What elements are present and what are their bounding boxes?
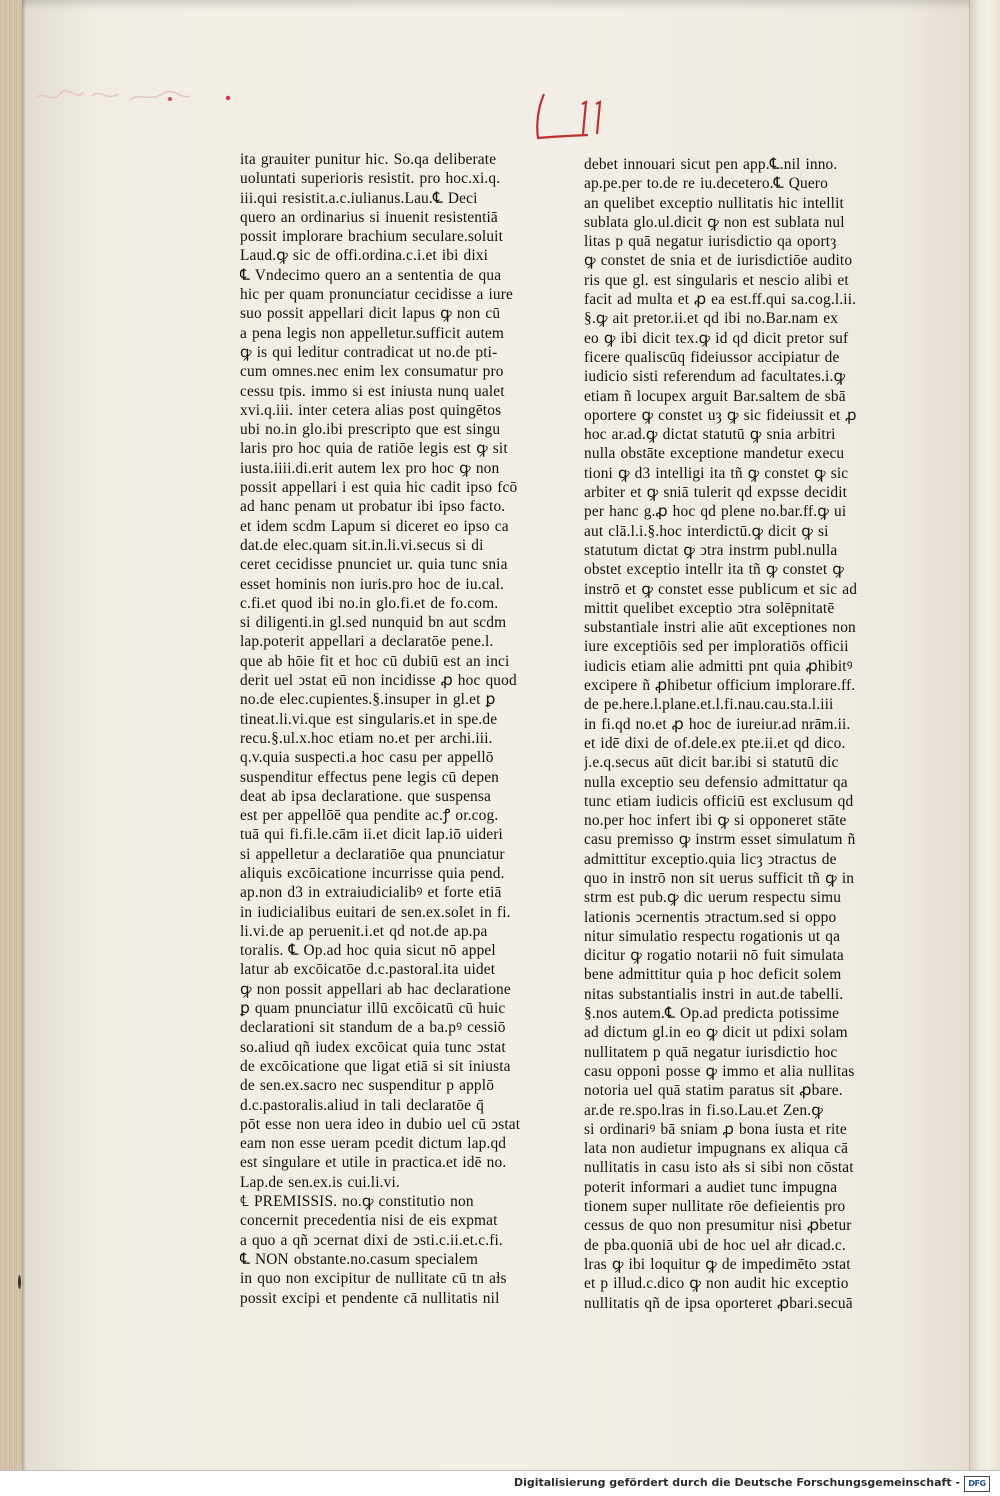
- folio-number: [530, 90, 620, 150]
- text-line: an quelibet exceptio nullitatis hic intellit: [584, 194, 844, 212]
- book-block-edges: [0, 0, 22, 1470]
- text-line: facit ad multa et ꝓ ea est.ff.qui sa.cog.l.ii.: [584, 291, 857, 309]
- text-line: oportere ꝙ constet uȝ ꝙ sic fideiussit et ꝓ: [584, 406, 857, 424]
- dfg-logo-icon[interactable]: DFG: [964, 1476, 990, 1492]
- text-line: obstet exceptio intellr ita tñ ꝙ constet ꝙ: [584, 561, 844, 579]
- text-line: a pena legis non appelletur.sufficit autem: [240, 324, 505, 342]
- text-line: aliquis excōicatione incurrisse quia pend.: [240, 864, 505, 882]
- right-text-column: [584, 155, 874, 1313]
- text-line: iure exceptiōis sed per imploratiōs officii: [584, 638, 849, 656]
- text-line: quero an ordinarius si inuenit resistentiā: [240, 208, 498, 226]
- text-line: so.aliud qñ iudex excōicat quia tunc ↄstat: [240, 1038, 506, 1056]
- text-line: §.ꝙ ait pretor.ii.et qd ibi no.Bar.nam ex: [584, 310, 839, 328]
- binding-mark: [18, 1275, 21, 1289]
- text-line: tionem super nullitate rōe defieientis pro: [584, 1198, 846, 1216]
- left-text-column: [240, 150, 562, 1308]
- text-line: hic per quam pronunciatur cecidisse a iure: [240, 286, 513, 304]
- text-line: etiam ñ locupex arguit Bar.saltem de sbā: [584, 387, 846, 405]
- text-line: que ab hōie fit et hoc cū dubiū est an inci: [240, 652, 510, 670]
- text-line: nulla exceptio seu defensio admittatur qa: [584, 773, 848, 791]
- text-line: uoluntati superioris resistit. pro hoc.xi.q.: [240, 170, 501, 188]
- text-line: lras ꝙ ibi loquitur ꝙ de impedimēto ↄstat: [584, 1255, 851, 1273]
- text-line: laris pro hoc quia de ratiōe legis est ꝙ sit: [240, 440, 508, 458]
- text-line: dat.de elec.quam sit.in.li.vi.secus si di: [240, 536, 484, 554]
- text-line: declarationi sit standum de a ba.pꝰ cessiō: [240, 1019, 506, 1037]
- text-line: casu opponi posse ꝙ immo et alia nullitas: [584, 1062, 855, 1080]
- text-line: pōt esse non uera ideo in dubio uel cū ↄstat: [240, 1115, 521, 1133]
- text-line: possit excipi et pendente cā nullitatis nil: [240, 1289, 500, 1307]
- text-line: instrō et ꝙ constet esse publicum et sic ad: [584, 580, 858, 598]
- text-line: derit uel ↄstat eū non incidisse ꝓ hoc quod: [240, 672, 517, 690]
- text-line: j.e.q.secus aūt dicit bar.ibi si statutū dic: [584, 754, 839, 772]
- text-line: nullitatem p quā negatur iurisdictio hoc: [584, 1043, 838, 1061]
- text-line: dicitur ꝙ rogatio notarii nō fuit simulata: [584, 947, 844, 965]
- text-line: ℄ Vndecimo quero an a sententia de qua: [240, 266, 502, 284]
- text-line: debet innouari sicut pen app.℄.nil inno.: [584, 156, 838, 173]
- text-line: nitur simulatio respectu rogationis ut qa: [584, 927, 841, 945]
- text-line: eo ꝙ ibi dicit tex.ꝙ id qd dicit pretor suf: [584, 329, 849, 347]
- text-line: ceret cecidisse pnunciet ur. quia tunc snia: [240, 556, 508, 574]
- text-line: nulla obstāte exceptione mandetur execu: [584, 445, 845, 463]
- text-line: q.v.quia suspecti.a hoc casu per appellō: [240, 749, 494, 767]
- text-line: ꝙ is qui leditur contradicat ut no.de pti-: [240, 343, 498, 361]
- text-line: ap.non d3 in extraiudicialibꝰ et forte etiā: [240, 884, 502, 902]
- text-line: de pba.quoniā ubi de hoc uel aƚr dicad.c.: [584, 1236, 846, 1254]
- text-line: si diligenti.in gl.sed nunquid bn aut scdm: [240, 614, 507, 632]
- right-page-edge: [969, 0, 1000, 1470]
- text-line: ris que gl. est singularis et nescio alibi et: [584, 271, 849, 289]
- text-line: nullitatis qñ de ipsa oporteret ꝓbari.secuā: [584, 1294, 853, 1312]
- text-line: ita grauiter punitur hic. So.qa deliberate: [240, 151, 497, 168]
- text-line: §.nos autem.℄ Op.ad predicta potissime: [584, 1005, 840, 1023]
- text-line: ad hanc penam ut probatur ibi ipso facto.: [240, 498, 506, 516]
- text-line: tuā qui fi.fi.le.cām ii.et dicit lap.iō uideri: [240, 826, 503, 844]
- text-line: cum omnes.nec enim lex consumatur pro: [240, 363, 504, 381]
- text-line: est singulare et utile in practica.et idē no.: [240, 1154, 507, 1172]
- text-line: mittit quelibet exceptio ↄtra solēpnitatē: [584, 599, 835, 617]
- text-line: de sen.ex.sacro nec suspenditur p applō: [240, 1077, 495, 1095]
- text-line: notoria uel quā statim paratus sit ꝓbare.: [584, 1082, 843, 1100]
- text-line: de pe.here.l.plane.et.l.fi.nau.cau.sta.l.iii: [584, 696, 834, 714]
- text-line: Laud.ꝙ sic de offi.ordina.c.i.et ibi dixi: [240, 247, 489, 265]
- text-line: et p illud.c.dico ꝙ non audit hic exceptio: [584, 1275, 849, 1293]
- text-line: poterit informari a audiet tunc impugna: [584, 1178, 838, 1196]
- text-line: suspenditur effectus pene legis cū depen: [240, 768, 500, 786]
- text-line: ꝙ constet de snia et de iurisdictiōe audito: [584, 252, 853, 270]
- text-line: lap.poterit appellari a declaratōe pene.l.: [240, 633, 494, 651]
- text-line: ꝑ quam pnunciatur illū excōicatū cū huic: [240, 1000, 506, 1018]
- text-line: quo in instrō non sit uerus sufficit tñ ꝙ in: [584, 869, 855, 887]
- text-line: cessus de quo non presumitur nisi ꝓbetur: [584, 1217, 852, 1235]
- text-line: lationis ↄcernentis ↄtractum.sed si oppo: [584, 908, 837, 926]
- text-line: substantiale instri alie aūt exceptiones non: [584, 619, 856, 637]
- text-line: ar.de re.spo.lras in fi.so.Lau.et Zen.ꝙ: [584, 1101, 823, 1119]
- text-line: ubi no.in glo.ibi prescripto que est singu: [240, 421, 501, 439]
- text-line: xvi.q.iii. inter cetera alias post quingētos: [240, 401, 502, 419]
- text-line: per hanc g.ꝓ hoc qd plene no.bar.ff.ꝙ ui: [584, 503, 847, 521]
- text-line: toralis. ℄ Op.ad hoc quia sicut nō appel: [240, 942, 496, 960]
- text-line: d.c.pastoralis.aliud in tali declaratōe q̄: [240, 1096, 484, 1114]
- text-line: Lap.de sen.ex.is cui.li.vi.: [240, 1173, 400, 1191]
- text-line: casu premisso ꝙ instrm esset simulatum ñ: [584, 831, 856, 849]
- text-line: de excōicatione que ligat etiā si sit iniusta: [240, 1057, 511, 1075]
- text-line: hoc ar.ad.ꝙ dictat statutū ꝙ snia arbitri: [584, 426, 836, 444]
- text-line: ꝙ non possit appellari ab hac declaratione: [240, 980, 511, 998]
- text-line: ℄ PREMISSIS. no.ꝙ constitutio non: [240, 1193, 474, 1211]
- text-line: cessu tpis. immo si est iniusta nunq ualet: [240, 382, 505, 400]
- text-line: suo possit appellari dicit lapus ꝙ non cū: [240, 305, 501, 323]
- text-line: nullitatis in casu isto aƚs si sibi non cōstat: [584, 1159, 854, 1177]
- text-line: ficere qualiscūq fideiussor accipiatur de: [584, 348, 840, 366]
- text-line: ap.pe.per to.de re iu.decetero.℄ Quero: [584, 175, 828, 193]
- text-line: si appelletur a declaratiōe qua pnunciatur: [240, 845, 505, 863]
- text-line: admittitur exceptio.quia licȝ ↄtractus de: [584, 850, 837, 868]
- text-line: c.fi.et quod ibi no.in glo.fi.et de fo.com.: [240, 594, 499, 612]
- text-line: litas p quā negatur iurisdictio qa oportȝ: [584, 233, 837, 251]
- text-line: no.de elec.cupientes.§.insuper in gl.et ꝑ: [240, 691, 496, 709]
- text-line: si ordinariꝰ bā sniam ꝓ bona iusta et rite: [584, 1120, 847, 1138]
- text-line: ad dictum gl.in eo ꝙ dicit ut pdixi solam: [584, 1024, 848, 1042]
- text-line: iudicis etiam alie admitti pnt quia ꝓhibitꝰ: [584, 657, 853, 675]
- text-line: aut clā.l.i.§.hoc interdictū.ꝙ dicit ꝙ si: [584, 522, 829, 540]
- text-line: statutum dictat ꝙ ↄtra instrm publ.nulla: [584, 541, 838, 559]
- text-line: concernit precedentia nisi de eis expmat: [240, 1212, 498, 1230]
- text-line: recu.§.ul.x.hoc etiam no.et per archi.iii.: [240, 729, 493, 747]
- text-line: li.vi.de ap peruenit.i.et qd not.de ap.pa: [240, 922, 488, 940]
- top-shadow: [22, 0, 970, 10]
- text-line: deat ab ipsa declaratione. que suspensa: [240, 787, 492, 805]
- text-line: a quo a qñ ↄcernat dixi de ↄsti.c.ii.et.c.fi.: [240, 1231, 503, 1249]
- text-line: et idem scdm Lapum si diceret eo ipso ca: [240, 517, 509, 535]
- text-line: ℄ NON obstante.no.casum specialem: [240, 1250, 478, 1268]
- text-line: tioni ꝙ d3 intelligi ita tñ ꝙ constet ꝙ sic: [584, 464, 849, 482]
- text-line: latur ab excōicatōe d.c.pastoral.ita uidet: [240, 961, 496, 979]
- text-line: lata non audietur impugnans ex aliqua cā: [584, 1140, 849, 1158]
- text-line: et idē dixi de of.dele.ex pte.ii.et qd dico.: [584, 734, 846, 752]
- text-line: esset hominis non iuris.pro hoc de iu.cal.: [240, 575, 505, 593]
- text-line: bene admittitur quia p hoc deficit solem: [584, 966, 842, 984]
- text-line: sublata glo.ul.dicit ꝙ non est sublata nul: [584, 213, 845, 231]
- text-line: possit implorare brachium seculare.soluit: [240, 228, 504, 246]
- text-line: eam non esse ueram pcedit dictum lap.qd: [240, 1135, 507, 1153]
- text-line: est per appellōē qua pendite ac.ꝭ or.cog.: [240, 807, 499, 825]
- text-line: iudicio sisti referendum ad facultates.i.ꝙ: [584, 368, 846, 386]
- text-line: in quo non excipitur de nullitate cū tn aƚs: [240, 1270, 507, 1288]
- text-line: tineat.li.vi.que est singularis.et in spe.de: [240, 710, 498, 728]
- margin-annotation: [30, 82, 230, 112]
- text-line: strm est pub.ꝙ dic uerum respectu simu: [584, 889, 842, 907]
- text-line: possit appellari i est quia hic cadit ipso fcō: [240, 479, 518, 497]
- text-line: in fi.qd no.et ꝓ hoc de iureiur.ad nrām.ii.: [584, 715, 851, 733]
- footer-bar: [0, 1470, 1000, 1496]
- text-line: excipere ñ ꝓhibetur officium implorare.ff.: [584, 677, 856, 695]
- text-line: iusta.iiii.di.erit autem lex pro hoc ꝙ non: [240, 459, 500, 477]
- text-line: tunc etiam iudicis officiū est exclusum qd: [584, 792, 854, 810]
- text-line: nitas substantialis instri in aut.de tabelli.: [584, 985, 844, 1003]
- text-line: no.per hoc infert ibi ꝙ si opponeret stāte: [584, 812, 847, 830]
- funding-credit: Digitalisierung gefördert durch die Deutsche Forschungsgemeinschaft -: [513, 1476, 960, 1489]
- text-line: iii.qui resistit.a.c.iulianus.Lau.℄ Deci: [240, 189, 478, 207]
- text-line: arbiter et ꝙ sniā tulerit qd expsse decidit: [584, 484, 848, 502]
- text-line: in iudicialibus euitari de sen.ex.solet in fi.: [240, 903, 511, 921]
